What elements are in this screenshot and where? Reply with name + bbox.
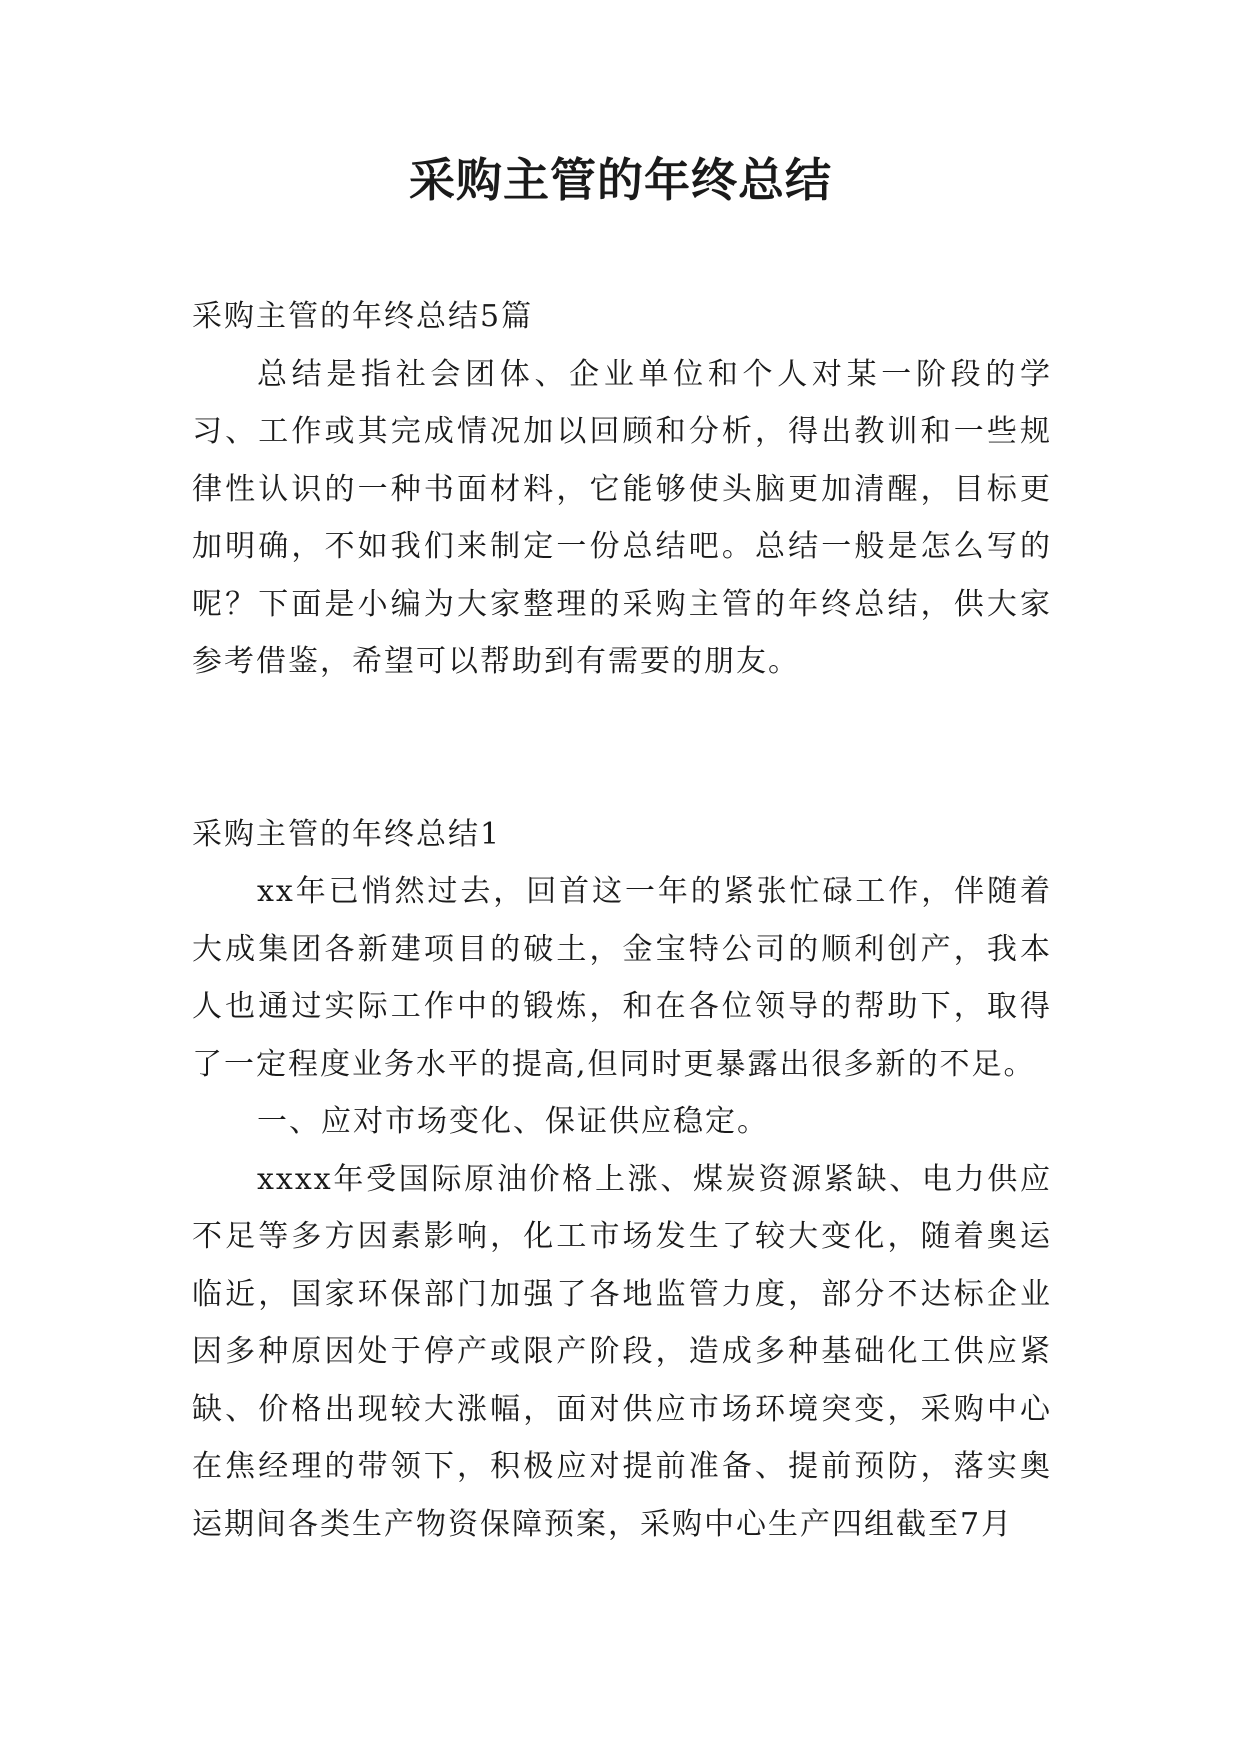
document-title: 采购主管的年终总结 [409,153,832,207]
subtitle-line: 采购主管的年终总结5篇 [192,299,534,334]
body-paragraph: xx年已悄然过去，回首这一年的紧张忙碌工作，伴随着大成集团各新建项目的破土，金宝特公司的顺利创产，我本人也通过实际工作中的锻炼，和在各位领导的帮助下，取得了一定程度业务水平的提高,但同时更暴露出很多新的不足。 [192,874,1052,1082]
subsection-heading: 一、应对市场变化、保证供应稳定。 [257,1104,769,1139]
section-spacer [192,691,1052,806]
body-paragraph: xxxx年受国际原油价格上涨、煤炭资源紧缺、电力供应不足等多方因素影响，化工市场发生了较大变化，随着奥运临近，国家环保部门加强了各地监管力度，部分不达标企业因多种原因处于停产或限产阶段，造成多种基础化工供应紧缺、价格出现较大涨幅，面对供应市场环境突变，采购中心在焦经理的带领下，积极应对提前准备、提前预防，落实奥运期间各类生产物资保障预案，采购中心生产四组截至7月 [192,1161,1052,1542]
document-body [192,288,1052,1553]
section-heading: 采购主管的年终总结1 [192,816,502,852]
intro-paragraph: 总结是指社会团体、企业单位和个人对某一阶段的学习、工作或其完成情况加以回顾和分析，得出教训和一些规律性认识的一种书面材料，它能够使头脑更加清醒，目标更加明确，不如我们来制定一份总结吧。总结一般是怎么写的呢？下面是小编为大家整理的采购主管的年终总结，供大家参考借鉴，希望可以帮助到有需要的朋友。 [192,356,1052,679]
